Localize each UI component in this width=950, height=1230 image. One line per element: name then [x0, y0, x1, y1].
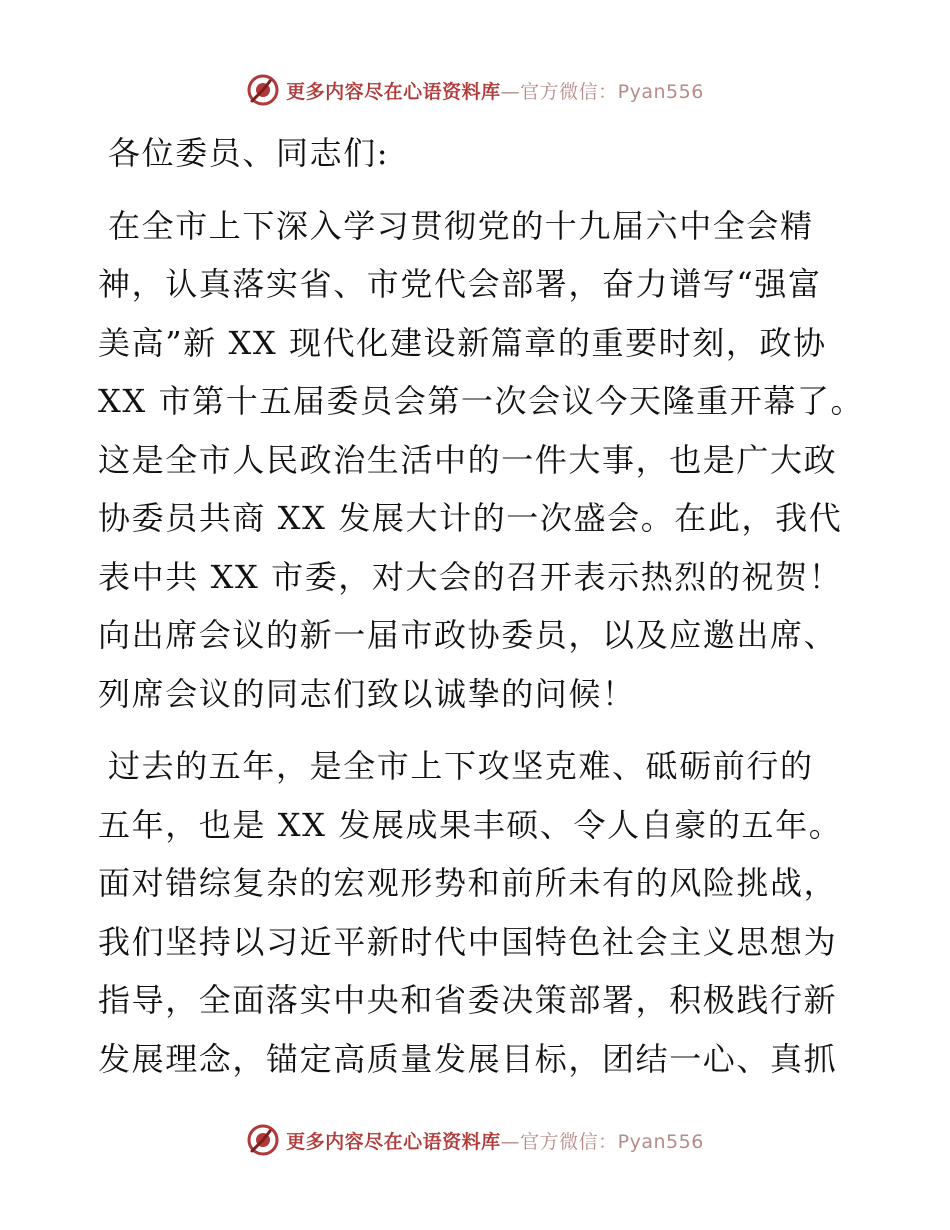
- paragraph-1: [98, 197, 865, 724]
- document-body: [98, 124, 865, 1088]
- seal-logo-icon: [246, 73, 280, 107]
- paragraph-line: 指导，全面落实中央和省委决策部署，积极践行新: [98, 981, 838, 1019]
- salutation: 各位委员、同志们:: [108, 134, 390, 172]
- header-banner-main: 更多内容尽在心语资料库: [286, 80, 501, 103]
- header-banner-sub: —官方微信：Pyan556: [500, 80, 704, 103]
- paragraph-line: 美高”新 XX 现代化建设新篇章的重要时刻，政协: [98, 323, 827, 362]
- footer-banner-main: 更多内容尽在心语资料库: [286, 1130, 501, 1153]
- paragraph-line: 过去的五年，是全市上下攻坚克难、砥砺前行的: [108, 747, 814, 785]
- paragraph-line: 面对错综复杂的宏观形势和前所未有的风险挑战，: [98, 864, 838, 902]
- paragraph-line: XX 市第十五届委员会第一次会议今天隆重开幕了。: [98, 382, 865, 420]
- paragraph-2: [98, 737, 858, 1088]
- footer-banner-sub: —官方微信：Pyan556: [500, 1130, 704, 1153]
- footer-banner-text: [286, 1127, 704, 1154]
- paragraph-line: 我们坚持以习近平新时代中国特色社会主义思想为: [98, 922, 838, 961]
- seal-logo-icon: [246, 1123, 280, 1157]
- header-banner: [0, 70, 950, 110]
- paragraph-line: 在全市上下深入学习贯彻党的十九届六中全会精: [108, 206, 814, 245]
- paragraph-line: 列席会议的同志们致以诚挚的问候！: [98, 674, 636, 713]
- paragraph-line: 表中共 XX 市委，对大会的召开表示热烈的祝贺！: [98, 557, 843, 596]
- paragraph-line: 五年，也是 XX 发展成果丰硕、令人自豪的五年。: [98, 805, 843, 844]
- paragraph-line: 发展理念，锚定高质量发展目标，团结一心、真抓: [98, 1039, 838, 1078]
- header-banner-text: [286, 77, 704, 104]
- footer-banner: [0, 1120, 950, 1160]
- paragraph-line: 神，认真落实省、市党代会部署，奋力谱写“强富: [98, 265, 822, 303]
- paragraph-line: 这是全市人民政治生活中的一件大事，也是广大政: [98, 440, 838, 479]
- paragraph-line: 协委员共商 XX 发展大计的一次盛会。在此，我代: [98, 499, 843, 537]
- paragraph-line: 向出席会议的新一届市政协委员，以及应邀出席、: [98, 616, 838, 654]
